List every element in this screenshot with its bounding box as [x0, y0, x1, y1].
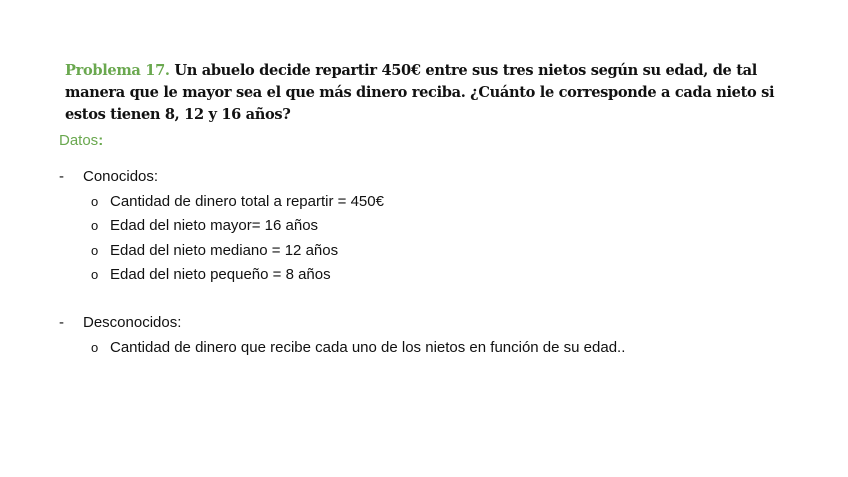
dash-marker: - — [59, 168, 64, 185]
list-item-text: Cantidad de dinero que recibe cada uno de los nietos en función de su edad.. — [110, 338, 626, 356]
bullet-marker: o — [91, 267, 99, 282]
bullet-marker: o — [91, 193, 99, 209]
bullet-marker: o — [91, 242, 99, 258]
bullet-marker: o — [91, 218, 99, 233]
unknown-heading — [59, 311, 625, 336]
known-title: Conocidos: — [83, 168, 159, 185]
list-item — [91, 263, 384, 288]
list-item-text: Cantidad de dinero total a repartir = 450€ — [110, 192, 384, 210]
problem-label: Problema 17. — [65, 61, 170, 79]
unknown-title: Desconocidos: — [83, 314, 182, 331]
bullet-marker: o — [91, 339, 99, 355]
unknown-section — [59, 311, 625, 360]
datos-label: Datos — [59, 132, 99, 149]
problem-text: Un abuelo decide repartir 450€ entre sus tres nietos según su edad, de tal manera que le mayor sea el que más dinero reciba. ¿Cuánto le corresponde a cada nieto si estos tienen 8, 12 y 16 años? — [65, 61, 775, 123]
known-heading — [59, 165, 384, 190]
list-item — [91, 239, 384, 264]
dash-marker: - — [59, 314, 64, 331]
unknown-list — [59, 336, 625, 361]
list-item-text: Edad del nieto pequeño = 8 años — [110, 266, 331, 283]
list-item-text: Edad del nieto mediano = 12 años — [110, 241, 339, 259]
list-item — [91, 214, 384, 239]
list-item — [91, 336, 625, 361]
known-section — [59, 165, 384, 288]
datos-heading — [59, 130, 103, 152]
problem-statement — [65, 60, 805, 126]
list-item — [91, 190, 384, 215]
known-list — [59, 190, 384, 288]
list-item-text: Edad del nieto mayor= 16 años — [110, 217, 319, 234]
datos-colon: : — [98, 132, 104, 149]
